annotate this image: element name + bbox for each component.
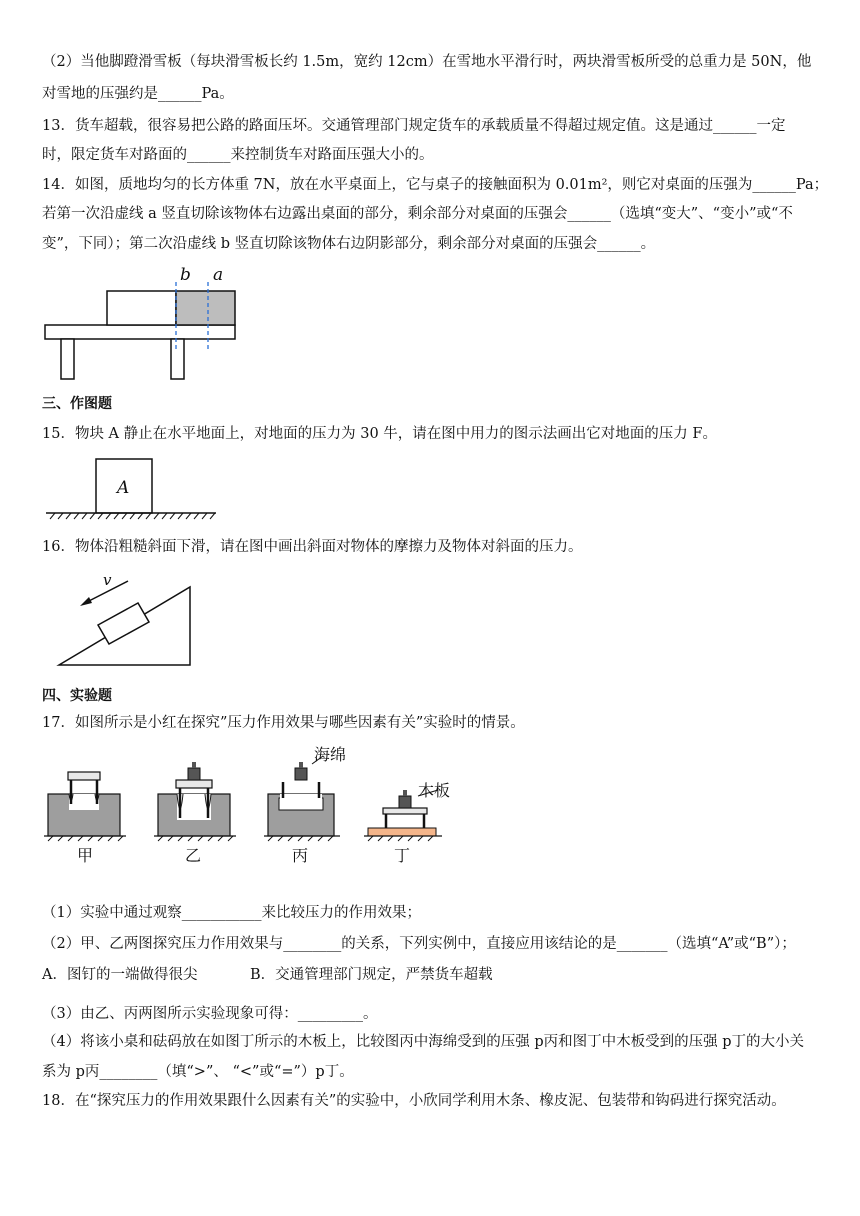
figure-experiments <box>40 740 480 865</box>
sponge-label: 海绵 <box>314 745 347 764</box>
setup-jia <box>44 772 126 836</box>
q16-text: 16．物体沿粗糙斜面下滑，请在图中画出斜面对物体的摩擦力及物体对斜面的压力。 <box>42 539 583 555</box>
ground-hatch <box>50 513 215 519</box>
q17-text: 17．如图所示是小红在探究”压力作用效果与哪些因素有关”实验时的情景。 <box>42 715 525 731</box>
caption-jia: 甲 <box>77 846 94 865</box>
q12-2-line1: （2）当他脚蹬滑雪板（每块滑雪板长约 1.5m，宽约 12cm）在雪地水平滑行时，两块滑雪板所受的总重力是 50N，他 <box>42 54 812 70</box>
q13-line1: 13．货车超载，很容易把公路的路面压坏。交通管理部门规定货车的承载质量不得超过规定值。这是通过______一定 <box>42 118 786 134</box>
label-b: b <box>180 265 191 285</box>
q17-option-b: B．交通管理部门规定，严禁货车超载 <box>250 967 493 983</box>
q18-text: 18．在“探究压力的作用效果跟什么因素有关”的实验中，小欣同学利用木条、橡皮泥、包装带和钩码进行探究活动。 <box>42 1093 786 1109</box>
q17-option-a: A．图钉的一端做得很尖 <box>42 967 198 983</box>
block-a-label: A <box>117 478 130 498</box>
q14-line2: 若第一次沿虚线 a 竖直切除该物体右边露出桌面的部分，剩余部分对桌面的压强会______（选填“变大”、“变小”或“不 <box>42 206 793 222</box>
q17-part4-line2: 系为 p丙________（填“>”、 “<”或“=”）p丁。 <box>42 1064 354 1080</box>
q14-line1: 14．如图，质地均匀的长方体重 7N，放在水平桌面上，它与桌子的接触面积为 0.01m²，则它对桌面的压强为______Pa； <box>42 177 829 193</box>
q13-line2: 时，限定货车对路面的______来控制货车对路面压强大小的。 <box>42 147 434 163</box>
velocity-label: v <box>103 571 112 589</box>
figure-block-a <box>44 455 224 525</box>
q17-part1: （1）实验中通过观察___________来比较压力的作用效果； <box>42 905 421 921</box>
box-shaded-part <box>176 291 235 325</box>
caption-ding: 丁 <box>394 846 411 865</box>
q17-part2: （2）甲、乙两图探究压力作用效果与________的关系，下列实例中，直接应用该结论的是_______（选填“A”或“B”）； <box>42 936 796 952</box>
velocity-arrowhead <box>80 597 92 606</box>
q15-text: 15．物块 A 静止在水平地面上，对地面的压力为 30 牛，请在图中用力的图示法画出它对地面的压力 F。 <box>42 426 717 442</box>
setup-ding <box>364 781 450 836</box>
caption-yi: 乙 <box>185 846 202 865</box>
setup-bing <box>264 745 346 836</box>
label-a: a <box>213 265 224 285</box>
table-leg-right <box>171 339 184 379</box>
q14-line3: 变”，下同）；第二次沿虚线 b 竖直切除该物体右边阴影部分，剩余部分对桌面的压强会______。 <box>42 236 656 252</box>
section-4-heading: 四、实验题 <box>42 688 112 704</box>
setup-yi <box>154 762 236 836</box>
figure-incline <box>56 565 196 669</box>
box-left-part <box>107 291 176 325</box>
section-3-heading: 三、作图题 <box>42 396 112 412</box>
q12-2-line2: 对雪地的压强约是______Pa。 <box>42 86 234 102</box>
table-leg-left <box>61 339 74 379</box>
q17-part3: （3）由乙、丙两图所示实验现象可得：_________。 <box>42 1006 378 1022</box>
caption-bing: 丙 <box>292 846 309 865</box>
figure-table-box <box>40 262 250 384</box>
q17-part4-line1: （4）将该小桌和砝码放在如图丁所示的木板上，比较图丙中海绵受到的压强 p丙和图丁中木板受到的压强 p丁的大小关 <box>42 1034 805 1050</box>
tabletop <box>45 325 235 339</box>
board-label: 木板 <box>418 781 451 800</box>
